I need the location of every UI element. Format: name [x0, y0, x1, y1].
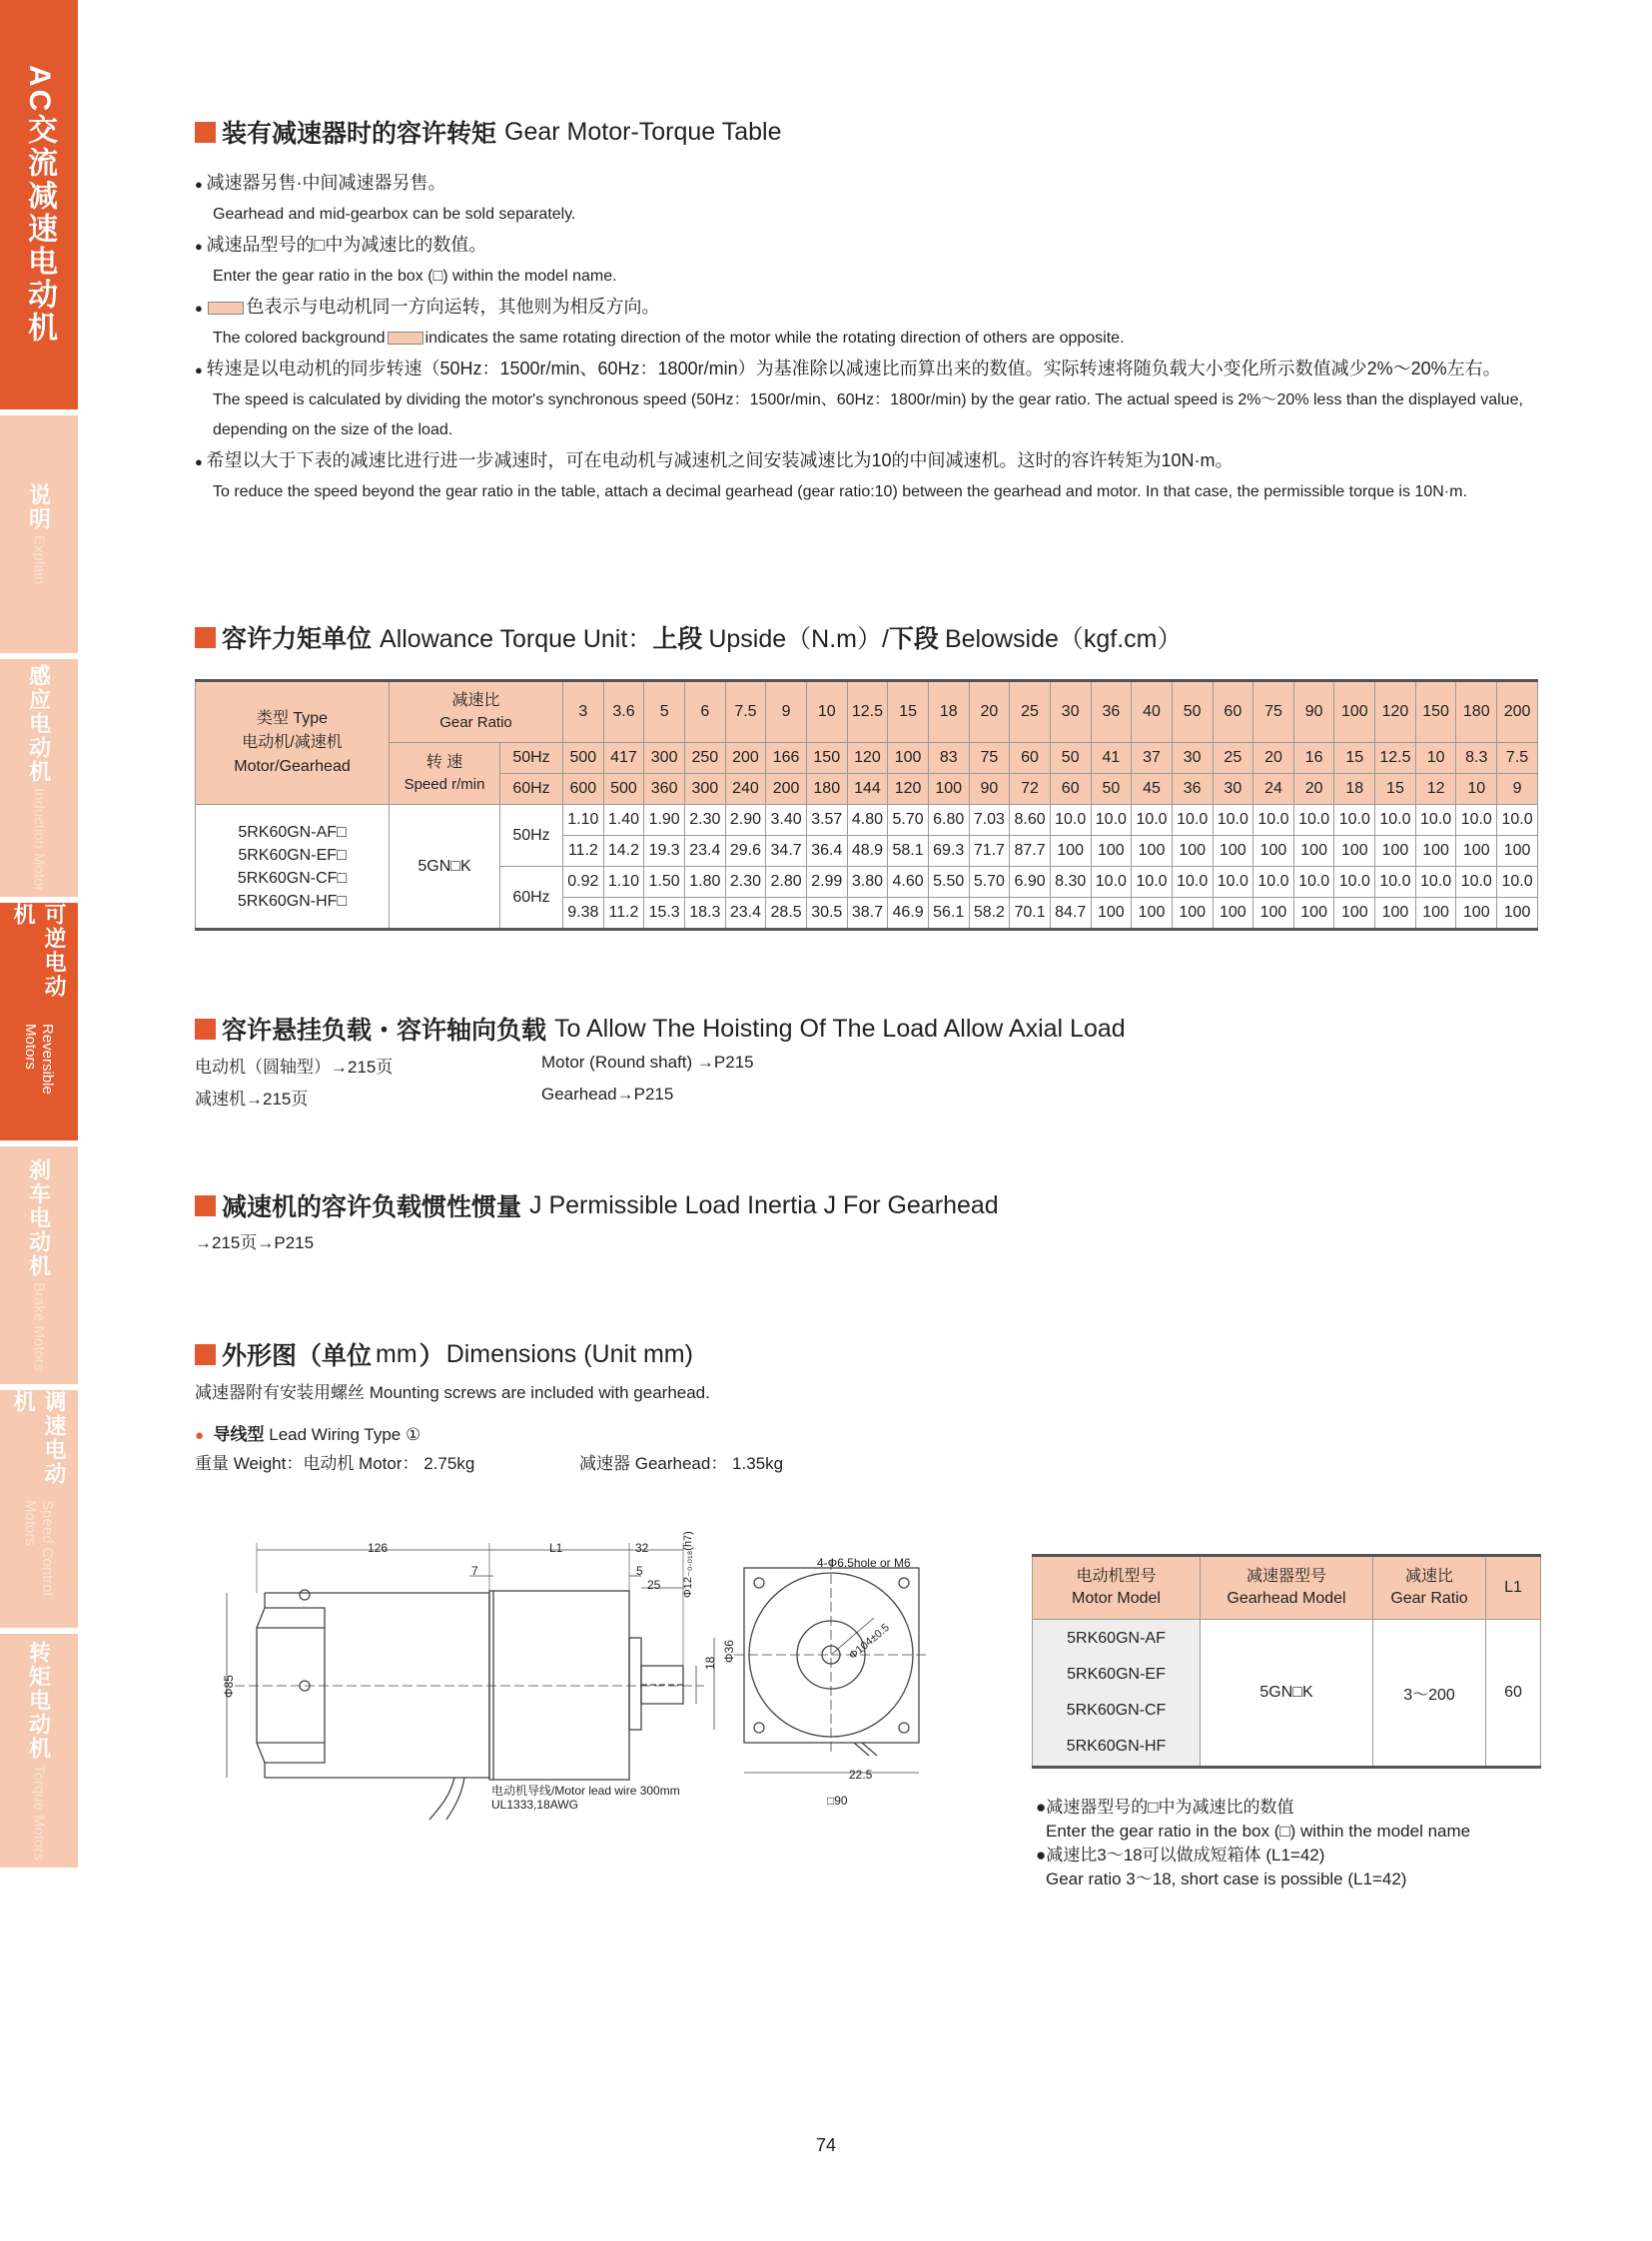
- pcd-label: Φ104±0.5: [847, 1621, 892, 1663]
- section-marker: [195, 1344, 216, 1365]
- hoist-ref-gearhead: 减速机→215页: [195, 1090, 309, 1109]
- wire-spec: UL1333,18AWG: [491, 1798, 578, 1812]
- torque-cell: 5.50: [928, 867, 969, 898]
- speed50-cell: 200: [725, 743, 766, 774]
- torque-cell: 100: [1334, 898, 1375, 930]
- speed60-cell: 100: [928, 774, 969, 805]
- weight-gearhead: 减速器 Gearhead： 1.35kg: [579, 1454, 784, 1473]
- section-marker: [195, 1019, 216, 1040]
- torque-cell: 1.10: [563, 805, 604, 836]
- ratios-cell: 50: [1172, 681, 1213, 743]
- sidebar-item-explain[interactable]: 说明 Explain: [0, 415, 78, 653]
- torque-cell: 100: [1456, 898, 1497, 930]
- torque-cell: 1.40: [603, 805, 644, 836]
- ratios-cell: 100: [1334, 681, 1375, 743]
- speed60-cell: 12: [1415, 774, 1456, 805]
- speed50-cell: 37: [1132, 743, 1173, 774]
- speed60-cell: 360: [644, 774, 685, 805]
- ratios-cell: 7.5: [725, 681, 766, 743]
- torque-cell: 1.50: [644, 867, 685, 898]
- speed60-cell: 500: [603, 774, 644, 805]
- torque-cell: 4.80: [847, 805, 888, 836]
- torque-cell: 9.38: [563, 898, 604, 930]
- speed50-cell: 20: [1253, 743, 1294, 774]
- speed60-cell: 15: [1375, 774, 1416, 805]
- torque-cell: 3.80: [847, 867, 888, 898]
- torque-cell: 10.0: [1334, 867, 1375, 898]
- dim-label: 7: [471, 1564, 478, 1578]
- ratios-cell: 60: [1213, 681, 1253, 743]
- torque-cell: 100: [1293, 898, 1334, 930]
- torque-cell: 100: [1172, 836, 1213, 867]
- torque-cell: 100: [1375, 836, 1416, 867]
- torque-cell: 69.3: [928, 836, 969, 867]
- speed60-cell: 144: [847, 774, 888, 805]
- ratios-cell: 5: [644, 681, 685, 743]
- speed50-cell: 500: [563, 743, 604, 774]
- gear-ratio: 3～200: [1373, 1620, 1486, 1768]
- type-header: 类型 Type 电动机/减速机 Motor/Gearhead: [196, 681, 390, 805]
- speed60-cell: 72: [1010, 774, 1051, 805]
- torque-cell: 10.0: [1091, 867, 1132, 898]
- sidebar-item-ac-motor[interactable]: AC交流减速电动机: [0, 0, 78, 409]
- speed50-cell: 166: [766, 743, 807, 774]
- model-table: [1032, 1554, 1541, 1769]
- ratios-cell: 75: [1253, 681, 1294, 743]
- torque-cell: 100: [1497, 836, 1538, 867]
- torque-cell: 5.70: [888, 805, 929, 836]
- torque-cell: 2.99: [806, 867, 847, 898]
- torque-cell: 58.2: [969, 898, 1010, 930]
- torque-cell: 2.30: [725, 867, 766, 898]
- torque-cell: 10.0: [1253, 805, 1294, 836]
- inertia-ref: →215页→P215: [195, 1233, 315, 1252]
- ratios-cell: 9: [766, 681, 807, 743]
- ratios-cell: 18: [928, 681, 969, 743]
- speed50-cell: 41: [1091, 743, 1132, 774]
- motor-models: 5RK60GN-AF 5RK60GN-EF 5RK60GN-CF 5RK60GN-HF: [1033, 1620, 1201, 1768]
- speed50-cell: 8.3: [1456, 743, 1497, 774]
- speed60-cell: 30: [1213, 774, 1253, 805]
- color-swatch: [388, 332, 423, 345]
- ratios-cell: 30: [1050, 681, 1091, 743]
- ratios-cell: 3.6: [603, 681, 644, 743]
- torque-cell: 10.0: [1132, 805, 1173, 836]
- torque-cell: 1.80: [684, 867, 725, 898]
- section-title-inertia: 减速机的容许负载惯性惯量 J Permissible Load Inertia J For Gearhead: [195, 1187, 999, 1223]
- torque-cell: 34.7: [766, 836, 807, 867]
- lead-type: ● 导线型 Lead Wiring Type ①: [195, 1425, 421, 1444]
- torque-cell: 10.0: [1375, 805, 1416, 836]
- torque-cell: 100: [1415, 836, 1456, 867]
- speed60-cell: 180: [806, 774, 847, 805]
- bullet-icon: ●: [195, 1427, 205, 1444]
- dim-label: 18: [703, 1656, 717, 1670]
- torque-cell: 10.0: [1132, 867, 1173, 898]
- torque-cell: 6.90: [1010, 867, 1051, 898]
- torque-cell: 3.40: [766, 805, 807, 836]
- notes-list: ● 减速器另售·中间减速器另售。 Gearhead and mid-gearbox can be sold separately. ● 减速品型号的□中为减速比的数值。 Enter the gear ratio in the box (□) within the model name. ● 色表示与电动机同一方向运转，其他则为相反方向。 The colored background indicates the same rotating direction of the motor while the rotating direction of others are opposite. ● 转速是以电动机的同步转速（50Hz：1500r/min、60Hz：1800r/min）为基准除以减速比而算出来的数值。实际转速将随负载大小变化所示数值减少2%～20%左右。 The speed is calculated by dividing the motor's synchronous speed (50Hz：1500r/min、60Hz：1800r/min) by the gear ratio. The actual speed is 2%～20% less than the displayed value, depending on the size of the load. ● 希望以大于下表的减速比进行进一步减速时，可在电动机与减速机之间安装减速比为10的中间减速机。这时的容许转矩为10N·m。 To reduce the speed beyond the gear ratio in the table, attach a decimal gearhead (gear ratio:10) between the gearhead and motor. In that case, the permissible torque is 10N·m.: [195, 168, 1538, 507]
- torque-cell: 10.0: [1253, 867, 1294, 898]
- dim-label: 126: [368, 1541, 389, 1555]
- torque-cell: 10.0: [1050, 805, 1091, 836]
- speed60-cell: 90: [969, 774, 1010, 805]
- torque-cell: 100: [1456, 836, 1497, 867]
- sidebar-item-speed-control[interactable]: 调速电动机 Speed Control Motors: [0, 1390, 78, 1628]
- speed50-cell: 16: [1293, 743, 1334, 774]
- dim-label: Φ36: [722, 1640, 736, 1663]
- torque-cell: 100: [1293, 836, 1334, 867]
- speed50-cell: 10: [1415, 743, 1456, 774]
- model-notes: ●减速器型号的□中为减速比的数值 Enter the gear ratio in the box (□) within the model name ●减速比3～18可以做成短箱体 (L1=42) Gear ratio 3～18, short case is possible (L1=42): [1036, 1798, 1471, 1888]
- torque-cell: 15.3: [644, 898, 685, 930]
- torque-cell: 10.0: [1213, 805, 1253, 836]
- hz-label: 50Hz: [500, 743, 563, 774]
- torque-cell: 100: [1091, 836, 1132, 867]
- torque-cell: 2.30: [684, 805, 725, 836]
- color-swatch: [208, 302, 244, 315]
- speed50-cell: 100: [888, 743, 929, 774]
- ratios-cell: 6: [684, 681, 725, 743]
- dim-label: 5: [636, 1564, 643, 1578]
- speed50-cell: 15: [1334, 743, 1375, 774]
- torque-cell: 10.0: [1091, 805, 1132, 836]
- torque-cell: 11.2: [563, 836, 604, 867]
- speed60-cell: 60: [1050, 774, 1091, 805]
- dim-label: Φ85: [222, 1675, 236, 1698]
- speed60-cell: 24: [1253, 774, 1294, 805]
- speed60-cell: 50: [1091, 774, 1132, 805]
- gearhead-model: 5GN□K: [390, 805, 500, 930]
- torque-table: [195, 679, 1538, 931]
- torque-cell: 28.5: [766, 898, 807, 930]
- sidebar-item-torque[interactable]: 转矩电动机 Torque Motors: [0, 1634, 78, 1868]
- hoist-ref-motor-en: Motor (Round shaft) →P215: [541, 1053, 754, 1072]
- sidebar-item-induction[interactable]: 感应电动机 Induction Motor: [0, 659, 78, 897]
- speed50-cell: 83: [928, 743, 969, 774]
- dims-note: 减速器附有安装用螺丝 Mounting screws are included with gearhead.: [195, 1383, 710, 1402]
- torque-cell: 84.7: [1050, 898, 1091, 930]
- speed50-cell: 25: [1213, 743, 1253, 774]
- torque-cell: 8.60: [1010, 805, 1051, 836]
- speed60-cell: 200: [766, 774, 807, 805]
- torque-cell: 70.1: [1010, 898, 1051, 930]
- torque-cell: 100: [1132, 836, 1173, 867]
- torque-cell: 10.0: [1456, 867, 1497, 898]
- torque-cell: 71.7: [969, 836, 1010, 867]
- ratios-cell: 180: [1456, 681, 1497, 743]
- section-marker: [195, 627, 216, 648]
- section-title-hoist: 容许悬挂负载・容许轴向负载 To Allow The Hoisting Of The Load Allow Axial Load: [195, 1011, 1126, 1047]
- speed50-cell: 120: [847, 743, 888, 774]
- hz-label: 50Hz: [500, 805, 563, 867]
- torque-cell: 18.3: [684, 898, 725, 930]
- speed50-cell: 50: [1050, 743, 1091, 774]
- speed60-cell: 36: [1172, 774, 1213, 805]
- page-number: 74: [815, 2135, 837, 2155]
- gearhead-model: 5GN□K: [1201, 1620, 1373, 1768]
- gearhead-model-header: 减速器型号 Gearhead Model: [1201, 1556, 1373, 1620]
- speed60-cell: 600: [563, 774, 604, 805]
- l1-header: L1: [1486, 1556, 1541, 1620]
- hz-label: 60Hz: [500, 867, 563, 930]
- speed60-cell: 20: [1293, 774, 1334, 805]
- torque-cell: 4.60: [888, 867, 929, 898]
- dim-label: Φ12₋₀.₀₁₈(h7): [682, 1531, 694, 1598]
- ratios-cell: 120: [1375, 681, 1416, 743]
- ratios-cell: 15: [888, 681, 929, 743]
- l1-value: 60: [1486, 1620, 1541, 1768]
- torque-cell: 100: [1132, 898, 1173, 930]
- torque-cell: 23.4: [725, 898, 766, 930]
- torque-cell: 8.30: [1050, 867, 1091, 898]
- torque-cell: 10.0: [1415, 805, 1456, 836]
- section-title-unit: 容许力矩单位 Allowance Torque Unit： 上段 Upside（N.m）/ 下段 Belowside（kgf.cm）: [195, 619, 1183, 655]
- torque-cell: 3.57: [806, 805, 847, 836]
- section-marker: [195, 1195, 216, 1216]
- section-title-dimensions: 外形图（单位 mm ） Dimensions (Unit mm): [195, 1336, 693, 1372]
- torque-cell: 10.0: [1293, 805, 1334, 836]
- ratios-cell: 90: [1293, 681, 1334, 743]
- speed50-cell: 150: [806, 743, 847, 774]
- torque-cell: 10.0: [1213, 867, 1253, 898]
- torque-cell: 10.0: [1375, 867, 1416, 898]
- speed60-cell: 18: [1334, 774, 1375, 805]
- torque-cell: 100: [1375, 898, 1416, 930]
- torque-cell: 11.2: [603, 898, 644, 930]
- wire-label: 电动机导线/Motor lead wire 300mm: [491, 1784, 680, 1798]
- torque-cell: 46.9: [888, 898, 929, 930]
- torque-cell: 38.7: [847, 898, 888, 930]
- sidebar: [0, 0, 78, 1868]
- torque-cell: 87.7: [1010, 836, 1051, 867]
- torque-cell: 5.70: [969, 867, 1010, 898]
- dim-label: L1: [549, 1541, 563, 1555]
- speed-header: 转 速 Speed r/min: [390, 743, 500, 805]
- torque-cell: 100: [1050, 836, 1091, 867]
- ratios-cell: 3: [563, 681, 604, 743]
- torque-cell: 0.92: [563, 867, 604, 898]
- torque-cell: 10.0: [1415, 867, 1456, 898]
- speed50-cell: 7.5: [1497, 743, 1538, 774]
- torque-cell: 10.0: [1334, 805, 1375, 836]
- speed50-cell: 75: [969, 743, 1010, 774]
- sidebar-item-brake[interactable]: 刹车电动机 Brake Motors: [0, 1146, 78, 1384]
- torque-cell: 36.4: [806, 836, 847, 867]
- speed60-cell: 120: [888, 774, 929, 805]
- speed60-cell: 45: [1132, 774, 1173, 805]
- speed50-cell: 417: [603, 743, 644, 774]
- ratios-cell: 12.5: [847, 681, 888, 743]
- hole-label: 4-Φ6.5hole or M6: [817, 1556, 911, 1570]
- torque-cell: 100: [1091, 898, 1132, 930]
- gear-ratio-header: 减速比 Gear Ratio: [1373, 1556, 1486, 1620]
- torque-cell: 10.0: [1293, 867, 1334, 898]
- note-color-en: The colored background indicates the same rotating direction of the motor while the rotating direction of others are opposite.: [213, 330, 1125, 347]
- motor-models: 5RK60GN-AF□ 5RK60GN-EF□ 5RK60GN-CF□ 5RK60GN-HF□: [196, 805, 390, 930]
- torque-cell: 1.10: [603, 867, 644, 898]
- hoist-ref-motor: 电动机（圆轴型）→215页: [195, 1058, 394, 1077]
- torque-cell: 100: [1334, 836, 1375, 867]
- ratio-header: 减速比 Gear Ratio: [390, 681, 563, 743]
- hz-label: 60Hz: [500, 774, 563, 805]
- weight-motor: 重量 Weight：电动机 Motor： 2.75kg: [195, 1454, 475, 1473]
- torque-cell: 23.4: [684, 836, 725, 867]
- speed60-cell: 240: [725, 774, 766, 805]
- speed50-cell: 12.5: [1375, 743, 1416, 774]
- speed60-cell: 10: [1456, 774, 1497, 805]
- ratios-cell: 150: [1415, 681, 1456, 743]
- speed60-cell: 9: [1497, 774, 1538, 805]
- torque-cell: 30.5: [806, 898, 847, 930]
- speed50-cell: 250: [684, 743, 725, 774]
- torque-cell: 100: [1497, 898, 1538, 930]
- ratios-cell: 25: [1010, 681, 1051, 743]
- dim-label: □90: [827, 1794, 848, 1808]
- torque-cell: 1.90: [644, 805, 685, 836]
- speed50-cell: 300: [644, 743, 685, 774]
- speed50-cell: 30: [1172, 743, 1213, 774]
- dim-label: 32: [635, 1541, 649, 1555]
- torque-cell: 100: [1213, 898, 1253, 930]
- torque-cell: 100: [1172, 898, 1213, 930]
- ratios-cell: 40: [1132, 681, 1173, 743]
- ratios-cell: 10: [806, 681, 847, 743]
- torque-cell: 10.0: [1497, 867, 1538, 898]
- dim-label: 22.5: [849, 1768, 873, 1782]
- torque-cell: 48.9: [847, 836, 888, 867]
- speed60-cell: 300: [684, 774, 725, 805]
- ratios-cell: 36: [1091, 681, 1132, 743]
- torque-cell: 10.0: [1456, 805, 1497, 836]
- torque-cell: 100: [1213, 836, 1253, 867]
- torque-cell: 10.0: [1497, 805, 1538, 836]
- torque-cell: 29.6: [725, 836, 766, 867]
- torque-cell: 19.3: [644, 836, 685, 867]
- torque-cell: 10.0: [1172, 805, 1213, 836]
- torque-cell: 100: [1253, 898, 1294, 930]
- torque-cell: 6.80: [928, 805, 969, 836]
- ratios-cell: 200: [1497, 681, 1538, 743]
- section-marker: [195, 122, 216, 143]
- motor-model-header: 电动机型号 Motor Model: [1033, 1556, 1201, 1620]
- section-title-torque-table: 装有减速器时的容许转矩 Gear Motor-Torque Table: [195, 114, 781, 150]
- torque-cell: 100: [1415, 898, 1456, 930]
- torque-cell: 2.80: [766, 867, 807, 898]
- dim-label: 25: [647, 1578, 661, 1592]
- note-color: ● 色表示与电动机同一方向运转，其他则为相反方向。: [195, 292, 1538, 324]
- hoist-ref-gearhead-en: Gearhead→P215: [541, 1085, 674, 1104]
- ratios-cell: 20: [969, 681, 1010, 743]
- torque-cell: 2.90: [725, 805, 766, 836]
- torque-cell: 10.0: [1172, 867, 1213, 898]
- torque-cell: 7.03: [969, 805, 1010, 836]
- sidebar-item-reversible[interactable]: 可逆电动机 Reversible Motors: [0, 903, 78, 1140]
- torque-cell: 100: [1253, 836, 1294, 867]
- torque-cell: 56.1: [928, 898, 969, 930]
- torque-cell: 58.1: [888, 836, 929, 867]
- torque-cell: 14.2: [603, 836, 644, 867]
- speed50-cell: 60: [1010, 743, 1051, 774]
